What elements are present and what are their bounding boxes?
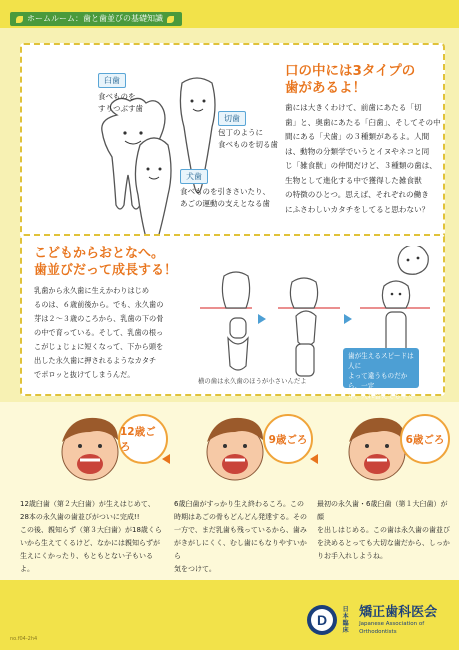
age-text-line: 気をつけて。 <box>174 565 216 573</box>
bubble-line: よって違うものだから、一定 <box>348 372 408 390</box>
child-face-9 <box>207 418 263 480</box>
paragraph-line: じ「雑食獣」の仲間だけど、３種類の歯は、 <box>285 161 437 170</box>
section1-title-line: 口の中には3タイプの <box>285 63 416 79</box>
organization-logo <box>305 603 459 637</box>
section2-title-line: こどもからおとなへ。 <box>34 246 165 261</box>
document-code: no.f04-2h4 <box>10 636 38 642</box>
age-12-description <box>20 498 162 576</box>
growing-tooth-stage <box>290 278 317 376</box>
molar-description <box>98 91 143 115</box>
child-face-6 <box>349 418 405 480</box>
paragraph-line: の特徴のひとつ。思えば、それぞれの働き <box>285 190 429 199</box>
section-tag-text: ホームルーム：歯と歯並びの基礎知識 <box>27 14 163 23</box>
paragraph-line: 歯」と、奥歯にあたる「臼歯」、そしてその中 <box>285 117 441 127</box>
paragraph-line: にふさわしいカタチをしてると思わない？ <box>285 204 430 214</box>
age-text-line: 生えにくかったり、もともとない子もいるよ。 <box>20 552 153 573</box>
molar-desc-line: 食べものを <box>98 92 136 101</box>
section2-paragraph <box>34 284 196 382</box>
age-text-line: 最初の永久歯・6歳臼歯（第１大臼歯）が顔 <box>317 500 448 521</box>
child-face-12 <box>62 418 118 480</box>
age-text-line: 時期はあごの骨もどんどん発達する。その <box>174 513 307 521</box>
age-badge-12: 12歳ごろ <box>118 414 168 464</box>
paragraph-line: でポロッと抜けてしまうんだ。 <box>34 370 135 379</box>
age-text-line: を出しはじめる。この歯は永久歯の歯並び <box>317 526 450 534</box>
org-english-name: Japanese Association of Orthodontists <box>359 620 425 635</box>
age-text-line: りお手入れしようね。 <box>317 552 387 560</box>
cutting-tooth-label: 切歯 <box>218 111 246 126</box>
bubble-line: 歯が生えるスピードは人に <box>348 352 414 370</box>
paragraph-line: 乳歯から永久歯に生えかわりはじめ <box>34 286 150 295</box>
section1-title <box>285 63 415 97</box>
org-prefix: 日本臨床 <box>342 606 349 634</box>
children-faces <box>0 402 459 482</box>
age-text-line: 12歳臼歯（第２大臼歯）が生えはじめて、 <box>20 500 155 508</box>
bubble-line: 年、入れ替えても早く <box>348 392 414 400</box>
molar-desc-line: すりつぶす歯 <box>98 104 143 113</box>
molar-label: 臼歯 <box>98 73 126 88</box>
paragraph-line: の中で育っている。そして、乳歯の根っ <box>34 328 164 337</box>
growth-card <box>20 234 445 400</box>
section2-title <box>34 245 177 279</box>
age-text-line: 一方で、まだ乳歯も残っているから、歯み <box>174 526 307 534</box>
canine-label: 犬歯 <box>180 169 208 184</box>
cutting-tooth-description <box>218 127 278 151</box>
canine-desc-line: 食べものを引きさいたり、 <box>180 187 270 196</box>
logo-letter: D <box>316 612 328 628</box>
section1-paragraph <box>285 101 443 217</box>
arrow-left-icon <box>162 454 170 464</box>
paragraph-line: 歯には大きくわけて、前歯にあたる「切 <box>285 103 422 112</box>
age-text-line: がきがしにくく、むし歯にもなりやすいから <box>174 539 307 560</box>
paragraph-line: 生物として進化する中で獲得した雑食獣 <box>285 175 422 185</box>
paragraph-line: 間にある「犬歯」の３種類があるよ。人間 <box>285 132 430 141</box>
paragraph-line: 芽は２〜３歳のころから、乳歯の下の骨 <box>34 314 164 323</box>
arrow-left-icon <box>310 454 318 464</box>
cutting-desc-line: 包丁のように <box>218 128 263 137</box>
diagram-caption: 横の歯は永久歯のほうが小さいんだよ <box>198 377 307 385</box>
section-tag <box>10 12 182 26</box>
paragraph-line: は、動物の分類学でいうとイヌやネコと同 <box>285 146 430 156</box>
canine-desc-line: あごの運動の支えとなる歯 <box>180 199 270 208</box>
paragraph-line: こがじょじょに短くなって、下から頭を <box>34 342 164 351</box>
canine-description <box>180 186 270 210</box>
org-name-block <box>359 605 459 636</box>
age-text-line: 28本の永久歯の歯並びがついに完成!! <box>20 513 140 521</box>
age-section <box>0 402 459 580</box>
speed-note-bubble <box>343 348 419 400</box>
age-text-line: いから生えてくるけど、なかには親知らずが <box>20 539 160 547</box>
age-9-description <box>174 498 312 576</box>
leaf-icon <box>167 16 174 23</box>
age-text-line: 6歳臼歯がすっかり生え終わるころ。この <box>174 500 305 508</box>
arrow-icon <box>344 314 352 324</box>
tooth-logo-icon <box>305 603 338 637</box>
section1-title-line: 歯があるよ！ <box>285 80 366 96</box>
org-name: 矯正歯科医会 <box>359 604 438 620</box>
age-6-description <box>317 498 451 563</box>
leaf-icon <box>16 16 23 23</box>
teeth-types-card <box>20 43 445 248</box>
baby-tooth-stage <box>222 272 249 370</box>
age-text-line: この後、親知らず（第３大臼歯）が18歳くら <box>20 526 162 534</box>
arrow-icon <box>258 314 266 324</box>
paragraph-line: 出した永久歯に押されるようなカタチ <box>34 356 157 365</box>
cutting-desc-line: 食べものを切る歯 <box>218 140 278 149</box>
age-badge-6: 6歳ごろ <box>400 414 450 464</box>
age-badge-9: 9歳ごろ <box>263 414 313 464</box>
age-text-line: を決めるとっても大切な歯だから、しっか <box>317 539 450 547</box>
paragraph-line: るのは、６歳前後から。でも、永久歯の <box>34 300 164 309</box>
section2-title-line: 歯並びだって成長する！ <box>34 263 178 278</box>
